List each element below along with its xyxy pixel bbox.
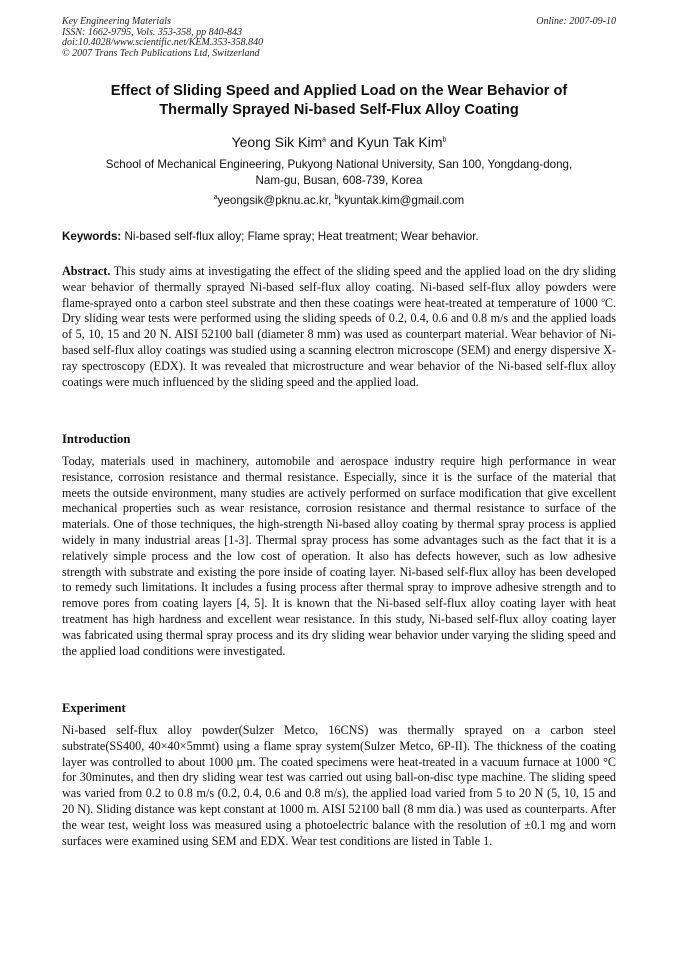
issn-line: ISSN: 1662-9795, Vols. 353-358, pp 840-843 <box>62 26 242 38</box>
online-date: Online: 2007-09-10 <box>536 16 616 27</box>
introduction-heading: Introduction <box>62 432 131 446</box>
journal-name: Key Engineering Materials <box>62 16 171 27</box>
degree-mark: o <box>601 295 605 304</box>
abstract-text-1: This study aims at investigating the effect of the sliding speed and the applied load on the dry sliding wear behavior of thermally sprayed Ni-based self-flux alloy coating. Ni-based self-flux alloy powders were flame-sprayed onto a carbon steel substrate and then these coatings were heat-treated at temperature of 1000 <box>62 264 616 310</box>
author-1: Yeong Sik Kim <box>231 134 323 150</box>
author-conjunction: and <box>326 134 358 150</box>
email-a: yeongsik@pknu.ac.kr, <box>217 194 335 207</box>
author-1-affil-mark: a <box>322 136 327 144</box>
introduction-body <box>62 454 616 659</box>
introduction-paragraph: Today, materials used in machinery, automobile and aerospace industry require high performance in wear resistance, corrosion resistance and thermal resistance. Especially, since it is the surface of the material that meets the outside environment, many studies are actively performed on surface modification that give excellent mechanical properties such as wear resistance, corrosion resistance and thermal resistance to surface of the materials. One of those techniques, the high-strength Ni-based alloy coating by thermal spray process is applied widely in many industrial areas [1-3]. Thermal spray process has some advantages such as the fact that it is a relatively simple process and the low cost of operation. It also has defects however, such as low adhesive strength with substrate and existing the pore inside of coating layer. Ni-based self-flux alloy has been developed to remedy such limitations. It includes a fusing process after thermal spray to improve adhesive strength and to remove pores from coating layers [4, 5]. It is known that the Ni-based self-flux alloy coating layer with heat treatment has high hardness and excellent wear resistance. In this study, Ni-based self-flux alloy coating layer was fabricated using thermal spray process and its dry sliding wear behavior under varying the sliding speed and the applied load conditions were investigated. <box>62 454 616 658</box>
affiliation-line-2: Nam-gu, Busan, 608-739, Korea <box>255 174 423 187</box>
keywords-text: Ni-based self-flux alloy; Flame spray; Heat treatment; Wear behavior. <box>121 230 479 243</box>
experiment-body <box>62 723 616 849</box>
author-2-affil-mark: b <box>442 136 447 144</box>
email-b-mark: b <box>334 194 339 202</box>
email-b: kyuntak.kim@gmail.com <box>338 194 465 207</box>
journal-header <box>62 17 616 59</box>
keywords <box>62 229 616 245</box>
affiliation-line-1: School of Mechanical Engineering, Pukyong National University, San 100, Yongdang-dong, <box>105 158 573 171</box>
author-list <box>62 133 616 151</box>
abstract-label: Abstract. <box>62 264 111 278</box>
title-line-1: Effect of Sliding Speed and Applied Load on the Wear Behavior of <box>110 83 568 99</box>
title-line-2: Thermally Sprayed Ni-based Self-Flux Alloy Coating <box>159 102 519 118</box>
author-2: Kyun Tak Kim <box>357 134 443 150</box>
experiment-paragraph: Ni-based self-flux alloy powder(Sulzer Metco, 16CNS) was thermally sprayed on a carbon steel substrate(SS400, 40×40×5mmt) using a flame spray system(Sulzer Metco, 6P-II). The thickness of the coating layer was controlled to about 1000 μm. The coated specimens were heat-treated in a vacuum furnace at 1000 °C for 30minutes, and then dry sliding wear test was carried out using ball-on-disc type machine. The sliding speed was varied from 0.2 to 0.8 m/s (0.2, 0.4, 0.6 and 0.8 m/s), the applied load varied from 5 to 20 N (5, 10, 15 and 20 N). Sliding distance was kept constant at 1000 m. AISI 52100 ball (8 mm dia.) was used as counterparts. After the wear test, weight loss was measured using a photoelectric balance with the resolution of ±0.1 mg and worn surfaces were examined using SEM and EDX. Wear test conditions are listed in Table 1. <box>62 723 616 848</box>
email-a-mark: a <box>213 194 218 202</box>
affiliation <box>62 157 616 189</box>
experiment-heading: Experiment <box>62 701 126 715</box>
abstract <box>62 264 616 390</box>
paper-title <box>62 82 616 120</box>
author-emails <box>62 193 616 209</box>
abstract-text-2: C. Dry sliding wear tests were performed using the sliding speeds of 0.2, 0.4, 0.6 and 0.8 m/s and the applied loads of 5, 10, 15 and 20 N. AISI 52100 ball (diameter 8 mm) was used as counterpart material. Wear behavior of Ni-based self-flux alloy coatings was studied using a scanning electron microscope (SEM) and energy dispersive X-ray spectroscopy (EDX). It was revealed that microstructure and wear behavior of the Ni-based self-flux alloy coatings were much influenced by the sliding speed and the applied load. <box>62 295 616 389</box>
doi-line: doi:10.4028/www.scientific.net/KEM.353-358.840 <box>62 37 264 49</box>
copyright-line: © 2007 Trans Tech Publications Ltd, Switzerland <box>62 47 260 59</box>
keywords-label: Keywords: <box>62 230 122 243</box>
